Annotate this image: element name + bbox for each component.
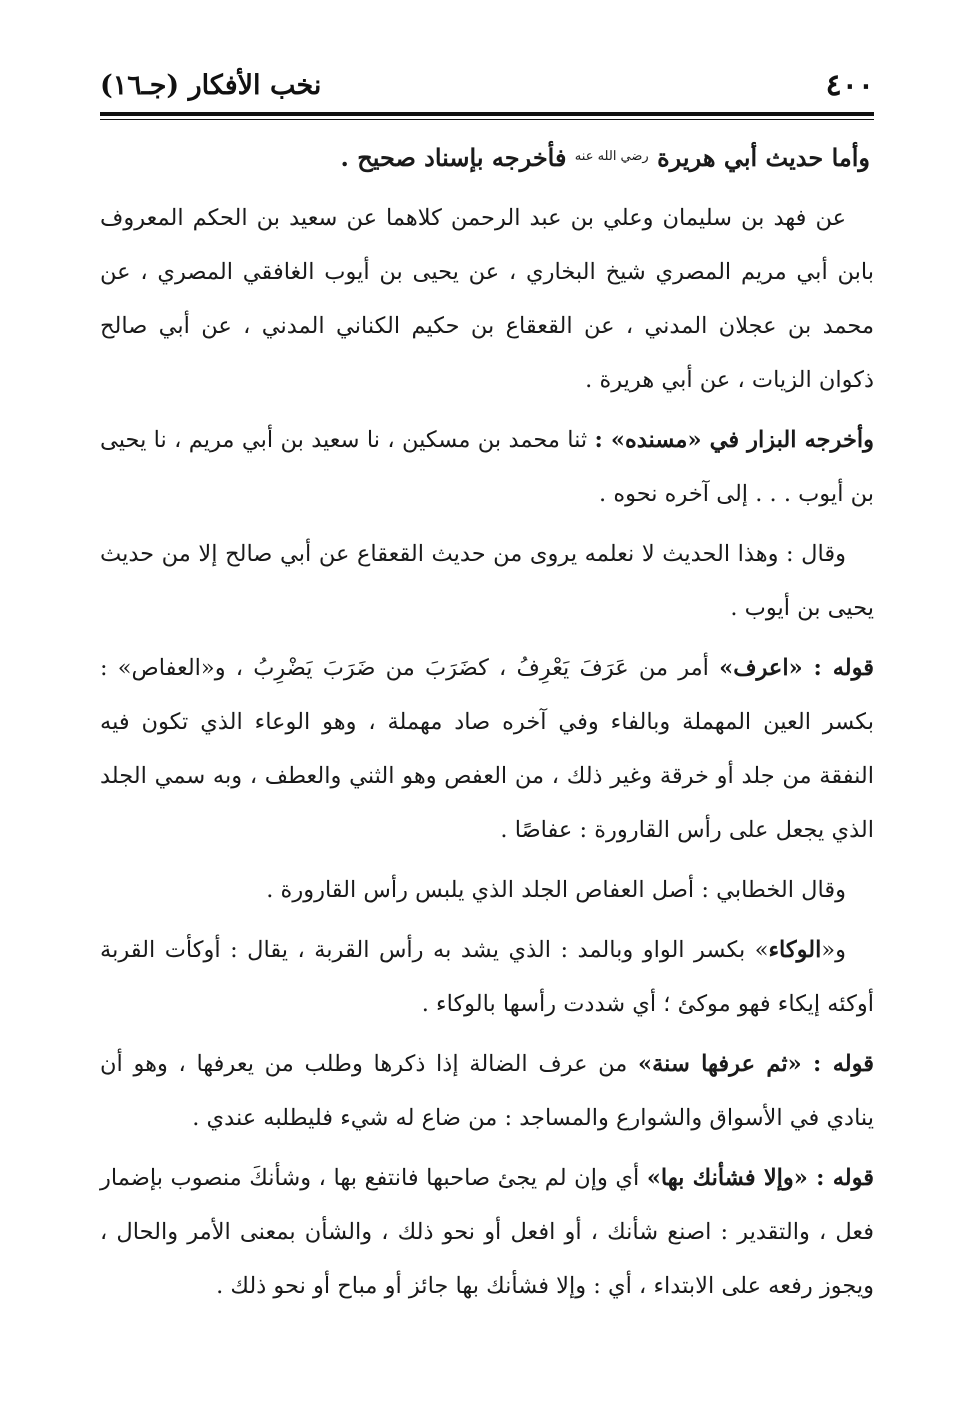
- paragraph-isnad: [100, 191, 874, 407]
- header-rule-thin: [100, 119, 874, 120]
- paragraph-bazzar: [100, 413, 874, 521]
- paragraph-lead: قوله : «ثم عرفها سنة»: [638, 1051, 874, 1077]
- honorific-symbol: رضي الله عنه: [574, 149, 649, 164]
- page-header: [100, 64, 874, 110]
- paragraph-lead: قوله : «اعرف»: [719, 655, 875, 681]
- paragraph-lead: وأخرجه البزار في «مسنده» :: [594, 427, 874, 453]
- paragraph-khattabi: [100, 863, 874, 917]
- running-title: نخب الأفكار (جـ١٦): [100, 70, 322, 101]
- paragraph-text: عن فهد بن سليمان وعلي بن عبد الرحمن كلاهما عن سعيد بن الحكم المعروف بابن أبي مريم المصري شيخ البخاري ، عن يحيى بن أيوب الغافقي المصري ، عن محمد بن عجلان المدني ، عن القعقاع بن حكيم الكناني المدني ، عن أبي صالح ذكوان الزيات ، عن أبي هريرة .: [100, 205, 874, 393]
- paragraph-text: من عرف الضالة إذا ذكرها وطلب من يعرفها ، وهو أن ينادي في الأسواق والشوارع والمساجد : من ضاع له شيء فليطلبه عندي .: [100, 1051, 874, 1131]
- paragraph-text: وقال : وهذا الحديث لا نعلمه يروى من حديث القعقاع عن أبي صالح إلا من حديث يحيى بن أيوب .: [100, 541, 874, 621]
- page-number: ٤٠٠: [825, 68, 874, 103]
- body-text: [100, 130, 874, 1319]
- section-intro: [100, 130, 874, 185]
- paragraph-lead: الوكاء: [768, 937, 822, 963]
- paragraph-text: أمر من عَرَفَ يَعْرِفُ ، كضَرَبَ من ضَرَبَ يَضْرِبُ ، و«العفاص» : بكسر العين المهملة وبالفاء وفي آخره صاد مهملة ، وهو الوعاء الذي تكون فيه النفقة من جلد أو خرقة وغير ذلك ، من العفص وهو الثني والعطف ، وبه سمي الجلد الذي يجعل على رأس القارورة : عفاصًا .: [100, 655, 874, 843]
- paragraph-text: ثنا محمد بن مسكين ، نا سعيد بن أبي مريم ، نا يحيى بن أيوب . . . إلى آخره نحوه .: [100, 427, 874, 507]
- paragraph-pre: و«: [821, 937, 846, 963]
- paragraph-lead: قوله : «وإلا فشأنك بها»: [646, 1165, 874, 1191]
- paragraph-arrifha: [100, 1037, 874, 1145]
- header-rule-thick: [100, 112, 874, 116]
- paragraph-wika: [100, 923, 874, 1031]
- paragraph-text: أي وإن لم يجئ صاحبها فانتفع بها ، وشأنكَ منصوب بإضمار فعل ، والتقدير : اصنع شأنك ، أو افعل أو نحو ذلك ، والشأن بمعنى الأمر والحال ، ويجوز رفعه على الابتداء ، أي : وإلا فشأنك بها جائز أو مباح أو نحو ذلك .: [100, 1165, 874, 1299]
- paragraph-text: وقال الخطابي : أصل العفاص الجلد الذي يلبس رأس القارورة .: [266, 877, 846, 903]
- paragraph-bazzar-comment: [100, 527, 874, 635]
- paragraph-irif: [100, 641, 874, 857]
- paragraph-shanak: [100, 1151, 874, 1313]
- paragraph-text: » بكسر الواو وبالمد : الذي يشد به رأس القربة ، يقال : أوكأت القربة أوكئه إيكاء فهو موكئ ؛ أي شددت رأسها بالوكاء .: [100, 937, 874, 1017]
- intro-text-b: فأخرجه بإسناد صحيح .: [340, 143, 567, 172]
- intro-text-a: وأما حديث أبي هريرة: [657, 143, 870, 172]
